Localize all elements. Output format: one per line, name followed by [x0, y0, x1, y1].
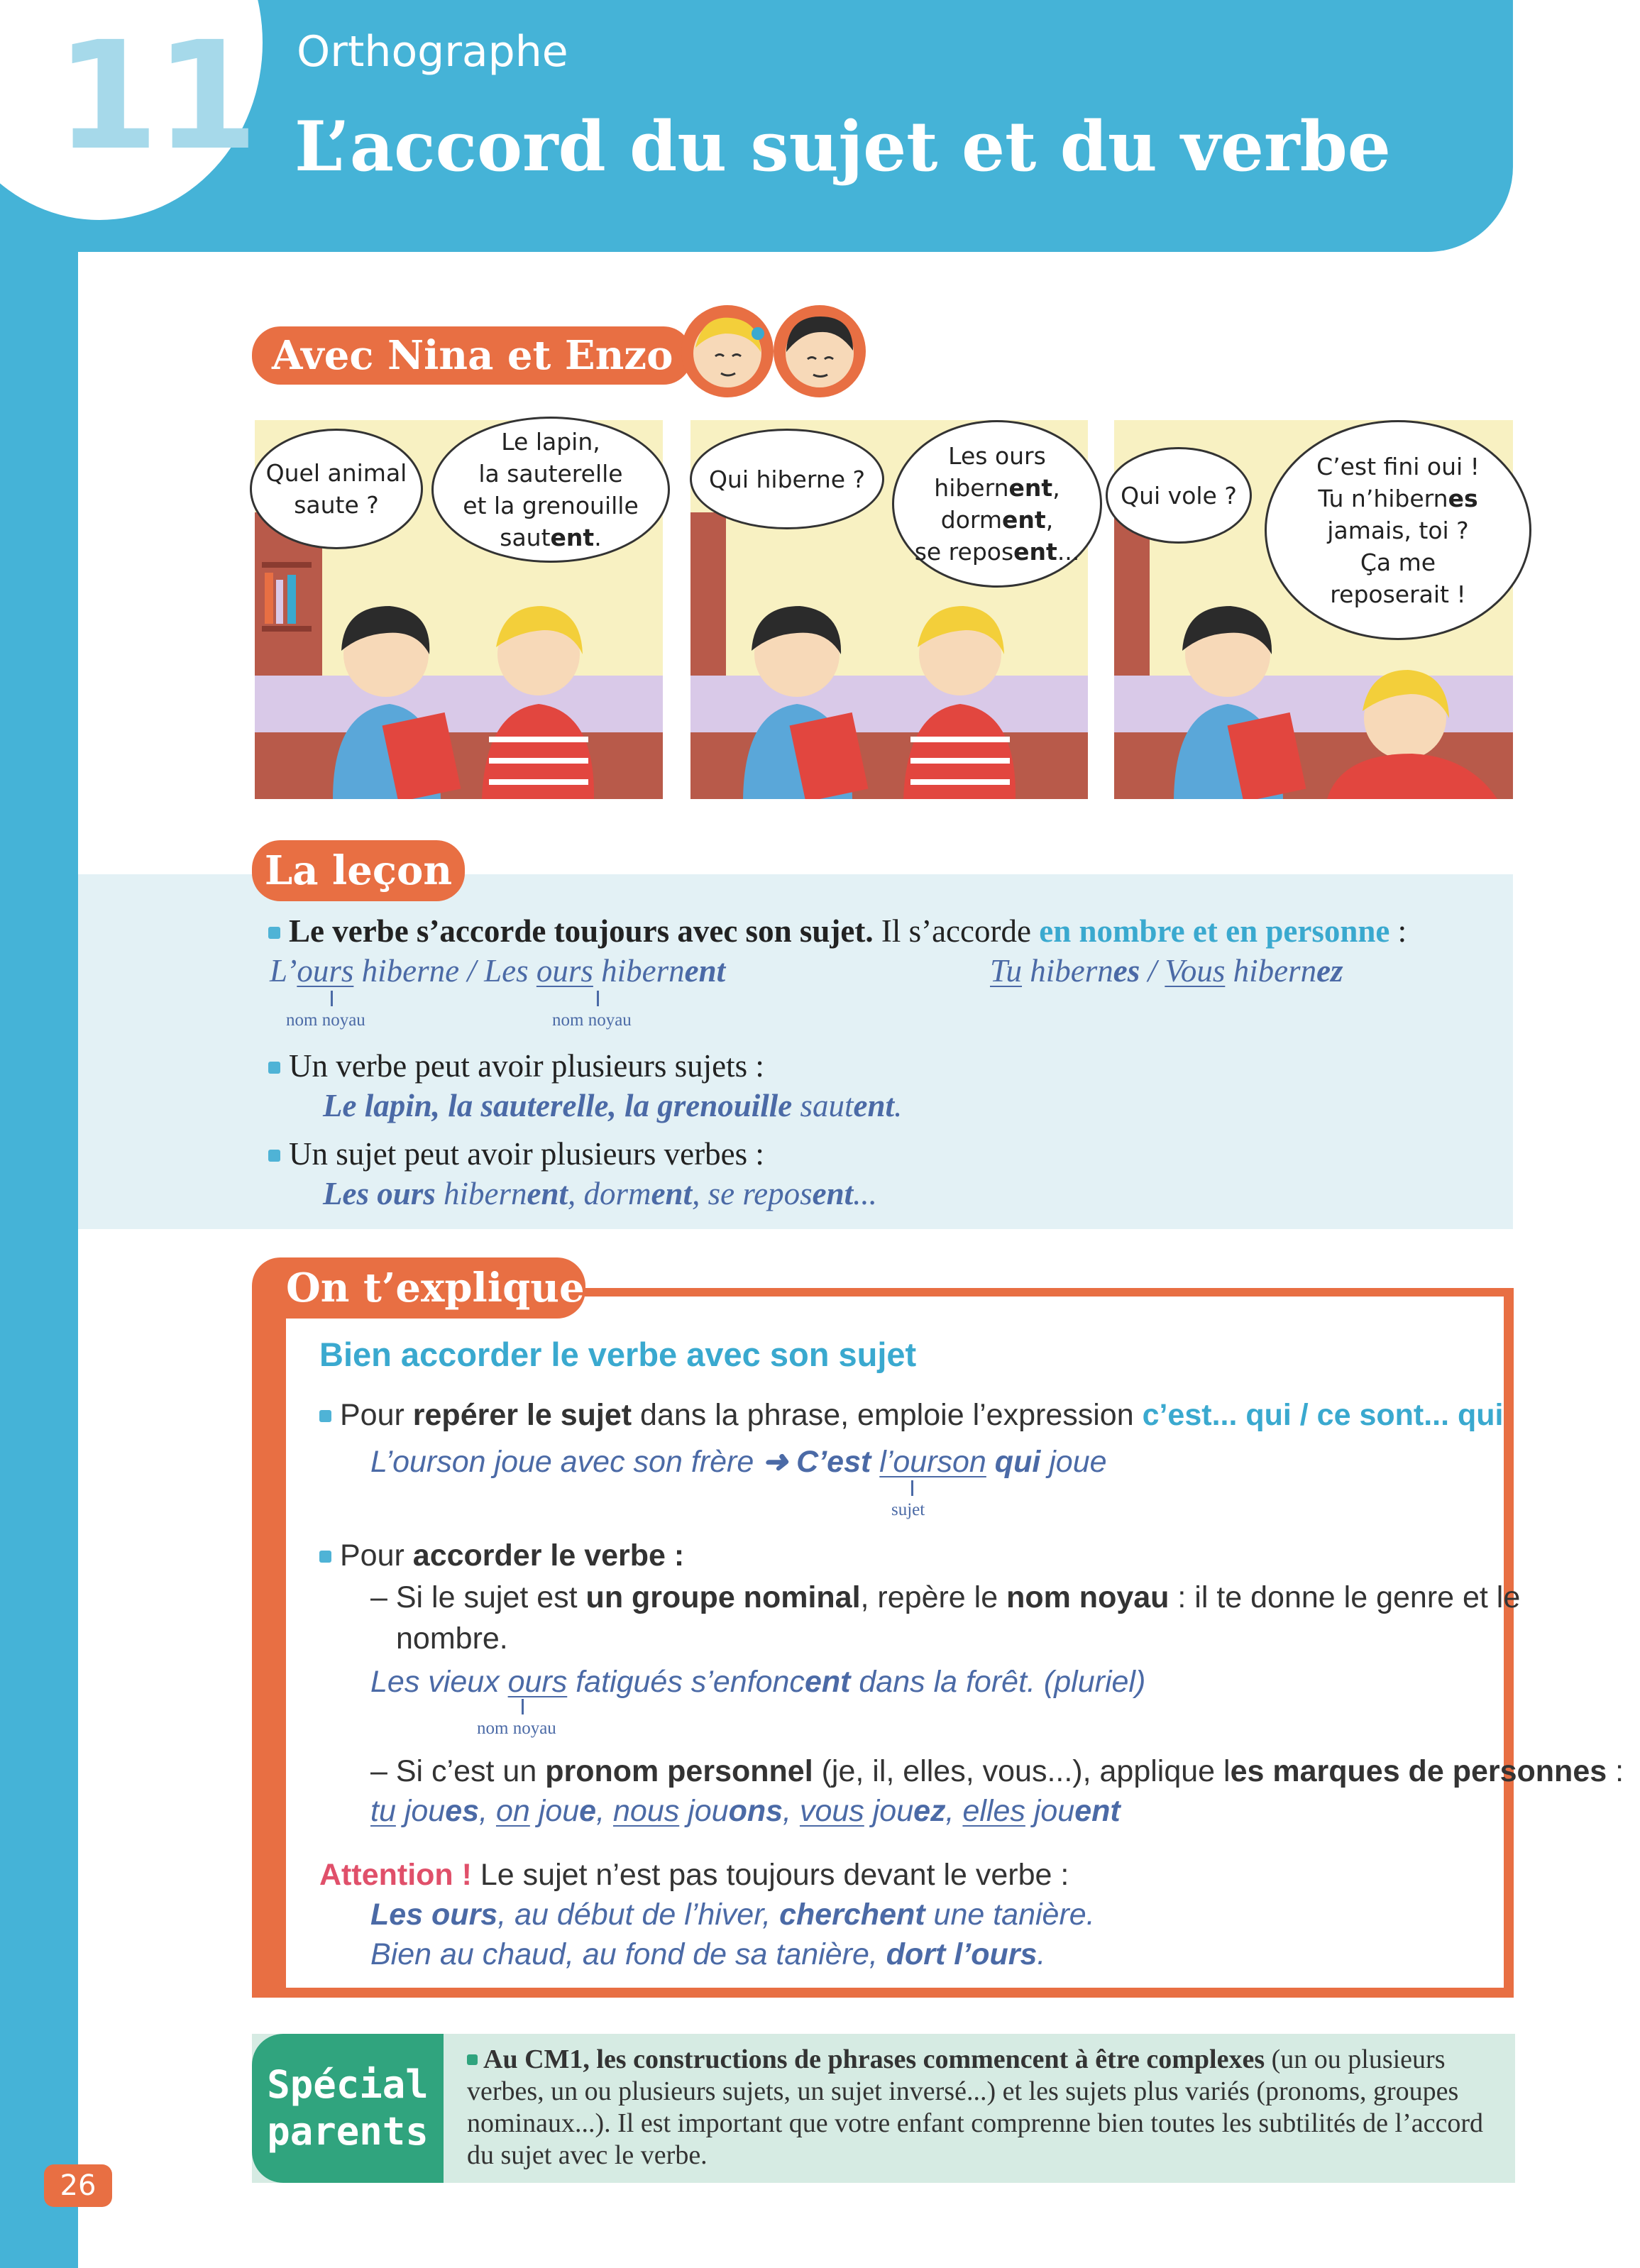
- attention-example-2: Bien au chaud, au fond de sa tanière, dort l’ours.: [370, 1937, 1046, 1971]
- explain-point-1: Pour repérer le sujet dans la phrase, emploie l’expression c’est... qui / ce sont... qui: [319, 1395, 1504, 1435]
- explain-point-3-example: Les vieux ours fatigués s’enfoncent dans la forêt. (pluriel): [370, 1665, 1146, 1699]
- parents-label-box: [252, 2034, 444, 2183]
- bubble-ending-ent: ent: [550, 524, 595, 551]
- nom-noyau-label-1: nom noyau: [286, 1011, 365, 1030]
- explain-section-label: [252, 1257, 585, 1319]
- explain-point-2: Pour accorder le verbe :: [319, 1536, 684, 1575]
- comic-section-label: [252, 326, 692, 385]
- bubble3-line-3: jamais, toi ?: [1327, 516, 1469, 544]
- header-category: Orthographe: [297, 27, 568, 77]
- lesson-example-1: L’ours hiberne / Les ours hibernent: [270, 953, 726, 989]
- speech-bubble-quel-animal: Quel animal saute ?: [250, 429, 423, 549]
- explain-point-1-example: L’ourson joue avec son frère ➜ C’est l’ourson qui joue: [370, 1445, 1107, 1479]
- parents-label-line2: parents: [267, 2109, 429, 2154]
- bubble-period: .: [594, 524, 602, 551]
- speech-bubble-le-lapin: [431, 417, 670, 563]
- bubble-text-le-lapin: Le lapin, la sauterelle et la grenouille saut: [463, 428, 639, 551]
- arrow-right-icon: ➜: [762, 1445, 788, 1479]
- bubble3-line-5: reposerait !: [1330, 580, 1466, 608]
- nina-avatar: [681, 305, 774, 397]
- bullet-icon: [268, 927, 280, 939]
- lesson-section-label-text: La leçon: [264, 847, 453, 894]
- sujet-tick: [911, 1480, 913, 1496]
- nom-noyau-tick-1: [331, 991, 333, 1006]
- lesson-rule-3: Un sujet peut avoir plusieurs verbes :: [268, 1134, 764, 1174]
- lesson-rule-1: Le verbe s’accorde toujours avec son sujet. Il s’accorde en nombre et en personne :: [268, 911, 1407, 951]
- lesson-rule-2: Un verbe peut avoir plusieurs sujets :: [268, 1046, 764, 1086]
- lesson-rule-2-example: Le lapin, la sauterelle, la grenouille sautent.: [323, 1088, 903, 1123]
- page-number: 26: [44, 2164, 112, 2207]
- page-title: L’accord du sujet et du verbe: [295, 106, 1391, 187]
- nom-noyau-tick-3: [522, 1699, 524, 1714]
- bubble3-line-4: Ça me: [1360, 548, 1436, 576]
- comic-section-label-text: Avec Nina et Enzo: [272, 332, 673, 379]
- chapter-number: 11: [55, 9, 255, 183]
- explain-section-label-text: On t’explique: [286, 1265, 585, 1311]
- attention-example-1: Les ours, au début de l’hiver, cherchent une tanière.: [370, 1898, 1095, 1932]
- bullet-icon: [467, 2054, 478, 2065]
- bubble-line-3: dorment,: [940, 506, 1054, 534]
- nom-noyau-tick-2: [597, 991, 599, 1006]
- explain-point-3: – Si le sujet est un groupe nominal, repère le nom noyau : il te donne le genre et le nombre.: [370, 1580, 1521, 1656]
- explain-heading: Bien accorder le verbe avec son sujet: [319, 1336, 917, 1373]
- lesson-example-2: Tu hibernes / Vous hibernez: [990, 953, 1343, 989]
- speech-bubble-qui-hiberne: Qui hiberne ?: [690, 429, 884, 529]
- attention-note: Attention ! Le sujet n’est pas toujours devant le verbe :: [319, 1858, 1069, 1892]
- bubble3-line-2: Tu n’hibernes: [1318, 484, 1478, 512]
- lesson-section-label: [252, 840, 465, 901]
- bubble-line-2: hibernent,: [934, 474, 1060, 502]
- enzo-avatar: [774, 305, 866, 397]
- speech-bubble-qui-vole: Qui vole ?: [1106, 447, 1252, 544]
- lesson-rule-3-example: Les ours hibernent, dorment, se reposent...: [323, 1176, 877, 1211]
- bullet-icon: [268, 1150, 280, 1162]
- parents-text: Au CM1, les constructions de phrases commencent à être complexes (un ou plusieurs verbes, un ou plusieurs sujets, un sujet inversé...) et les sujets plus variés (pronoms, groupes nominaux...). Il est important que votre enfant comprenne bien toutes les subtilités de l’accord du sujet avec le verbe.: [467, 2044, 1483, 2170]
- speech-bubble-cest-fini: [1265, 420, 1531, 640]
- attention-label: Attention !: [319, 1858, 472, 1892]
- bullet-icon: [319, 1551, 331, 1563]
- explain-point-4-example: tu joues, on joue, nous jouons, vous jouez, elles jouent: [370, 1794, 1121, 1828]
- bubble-line-1: Les ours: [948, 442, 1046, 470]
- bullet-icon: [319, 1410, 331, 1422]
- bubble-line-4: se reposent...: [914, 538, 1080, 566]
- bullet-icon: [268, 1062, 280, 1074]
- speech-bubble-les-ours: [892, 420, 1102, 588]
- nom-noyau-label-3: nom noyau: [477, 1719, 556, 1738]
- explain-point-4: – Si c’est un pronom personnel (je, il, elles, vous...), applique les marques de personnes :: [370, 1754, 1624, 1788]
- left-margin-strip: [0, 0, 78, 2268]
- parents-label-line1: Spécial: [267, 2062, 429, 2107]
- bubble3-line-1: C’est fini oui !: [1316, 452, 1480, 480]
- sujet-label: sujet: [891, 1500, 925, 1519]
- nom-noyau-label-2: nom noyau: [552, 1011, 632, 1030]
